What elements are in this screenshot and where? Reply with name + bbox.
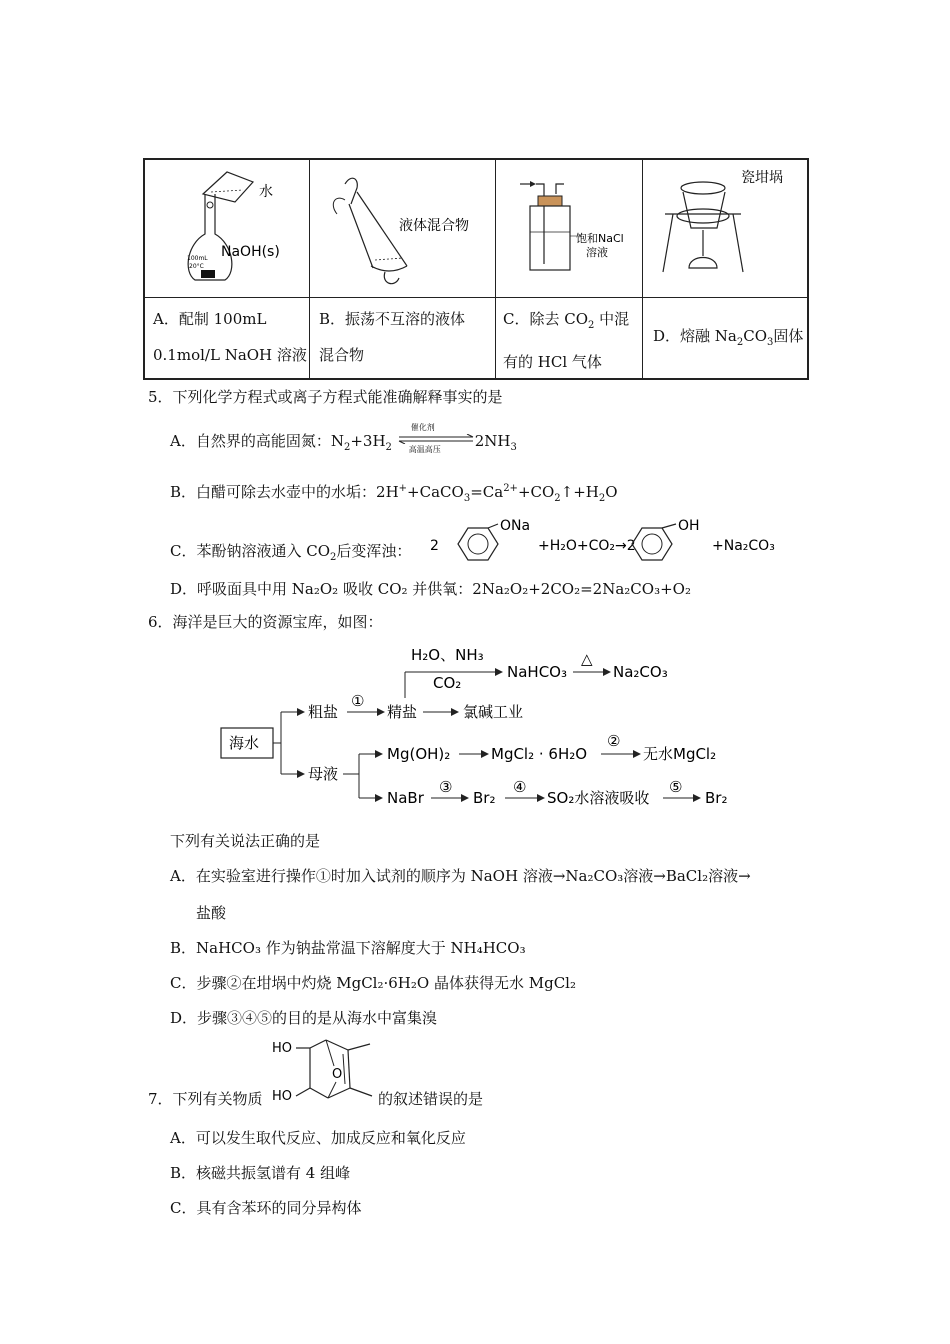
anhydrous-mgcl2-label: 无水MgCl₂ — [643, 745, 717, 763]
refined-salt-label: 精盐 — [387, 703, 418, 721]
seawater-flow-diagram — [215, 636, 755, 816]
reversible-arrow — [397, 423, 475, 454]
aromatic-circle-icon — [468, 534, 488, 554]
caption-line: 有的 HCl 气体 — [503, 353, 602, 371]
caption-line: 混合物 — [319, 346, 365, 364]
caption-sub: 3 — [767, 337, 774, 348]
q6-option-a-cont: 盐酸 — [196, 904, 227, 922]
q5-c-text: 后变浑浊： — [336, 542, 412, 560]
q5-c-text: C．苯酚钠溶液通入 CO — [170, 542, 331, 560]
table-divider — [642, 160, 643, 378]
option-a-caption — [153, 301, 307, 373]
chlor-alkali-label: 氯碱工业 — [463, 703, 524, 721]
mgoh2-label: Mg(OH)₂ — [387, 745, 451, 763]
crucible-diagram — [645, 164, 809, 294]
crude-salt-label: 粗盐 — [308, 703, 339, 721]
table-divider — [145, 297, 807, 298]
hydroxyl-label: HO — [272, 1041, 293, 1056]
q5-b-part: =Ca — [470, 483, 504, 501]
liquid-mixture-label: 液体混合物 — [399, 218, 469, 234]
q5-a-product: 2NH — [474, 432, 511, 450]
q5-option-c-text: C．苯酚钠溶液通入 $CO_2$后变浑浊： — [170, 542, 412, 563]
equilibrium-arrow-icon — [397, 434, 475, 444]
crucible-label: 瓷坩埚 — [741, 170, 783, 186]
q5-b-part: O — [605, 483, 618, 501]
q7-option-a: A．可以发生取代反应、加成反应和氧化反应 — [170, 1129, 466, 1147]
volumetric-flask-diagram — [165, 164, 305, 294]
heat-label: △ — [581, 650, 593, 668]
caption-part: 中混 — [594, 310, 630, 328]
caption-line: B．振荡不互溶的液体 — [319, 310, 466, 328]
q5-option-d: D．呼吸面具中用 Na₂O₂ 吸收 CO₂ 并供氧：2Na₂O₂+2CO₂=2Na₂CO₃+O₂ — [170, 580, 691, 598]
caption-line: 0.1mol/L NaOH 溶液 — [153, 346, 307, 364]
nacl-solution-label: 饱和NaCl — [576, 232, 624, 245]
option-d-caption — [653, 318, 803, 361]
q7-stem-pre: 7．下列有关物质 — [148, 1090, 263, 1108]
option-b-caption — [319, 301, 465, 373]
benzene-ring-icon — [458, 528, 498, 560]
nabr-label: NaBr — [387, 789, 424, 807]
oh-label: OH — [678, 518, 700, 534]
naoh-label: NaOH(s) — [221, 244, 280, 260]
condition-label: 高温高压 — [408, 445, 441, 454]
q6-option-d: D．步骤③④⑤的目的是从海水中富集溴 — [170, 1009, 438, 1027]
gas-washing-bottle-diagram — [500, 164, 640, 294]
caption-part: C．除去 CO — [503, 310, 589, 328]
flask-volume-label: 100mL — [187, 255, 208, 262]
caption-part: D．熔融 Na — [653, 327, 737, 345]
aromatic-circle-icon — [642, 534, 662, 554]
caption-part: 固体 — [773, 327, 804, 345]
caption-sub: 2 — [736, 337, 744, 348]
apparatus-table — [143, 158, 809, 380]
step-4-label: ④ — [513, 778, 527, 796]
step-3-label: ③ — [439, 778, 453, 796]
catalyst-label: 催化剂 — [410, 423, 435, 432]
q6-sub-stem: 下列有关说法正确的是 — [170, 832, 321, 850]
equation-middle: +H₂O+CO₂→2 — [538, 538, 636, 554]
step-2-label: ② — [607, 732, 621, 750]
table-divider — [495, 160, 496, 378]
q5-b-part: +CaCO — [407, 483, 464, 501]
coefficient: 2 — [430, 538, 439, 554]
q5-stem: 5．下列化学方程式或离子方程式能准确解释事实的是 — [148, 388, 503, 406]
caption-sub: 2 — [588, 320, 595, 331]
bicyclic-structure-diagram — [270, 1036, 376, 1108]
br2-final-label: Br₂ — [705, 789, 728, 807]
oxygen-bridge-label: O — [332, 1067, 343, 1082]
q5-option-a: A．自然界的高能固氮：$N_2+3H_2$ 催化剂 高温高压 $2NH_3$ — [170, 423, 517, 454]
ona-label: ONa — [500, 518, 531, 534]
q6-option-b: B．NaHCO₃ 作为钠盐常温下溶解度大于 NH₄HCO₃ — [170, 939, 526, 957]
br2-label: Br₂ — [473, 789, 496, 807]
step-1-label: ① — [351, 692, 365, 710]
q6-option-a: A．在实验室进行操作①时加入试剂的顺序为 NaOH 溶液→Na₂CO₃溶液→BaCl₂溶液→ — [170, 867, 751, 885]
phenoxide-equation-diagram — [428, 512, 788, 568]
equation-end: +Na₂CO₃ — [712, 538, 775, 554]
mother-liquor-label: 母液 — [308, 765, 339, 783]
nacl-solution-label-2: 溶液 — [586, 246, 608, 259]
flask-temp-label: 20°C — [189, 263, 204, 270]
water-label: 水 — [259, 184, 273, 200]
separatory-funnel-diagram — [315, 164, 493, 294]
seawater-label: 海水 — [229, 734, 260, 752]
q7-stem-post: 的叙述错误的是 — [378, 1090, 484, 1108]
mgcl2-hydrate-label: MgCl₂ · 6H₂O — [491, 745, 588, 763]
benzene-ring-icon — [632, 528, 672, 560]
hydroxyl-label: HO — [272, 1089, 293, 1104]
q5-option-b: B．白醋可除去水壶中的水垢：$2H^++CaCO_3=Ca^{2+}+CO_2↑+H_2O$ — [170, 483, 618, 504]
reagents-top-label: H₂O、NH₃ — [411, 646, 484, 664]
table-divider — [309, 160, 310, 378]
na2co3-label: Na₂CO₃ — [613, 663, 668, 681]
q6-stem: 6．海洋是巨大的资源宝库，如图： — [148, 613, 383, 631]
nahco3-label: NaHCO₃ — [507, 663, 567, 681]
caption-part: CO — [743, 327, 768, 345]
q6-option-c: C．步骤②在坩埚中灼烧 MgCl₂·6H₂O 晶体获得无水 MgCl₂ — [170, 974, 576, 992]
q7-option-b: B．核磁共振氢谱有 4 组峰 — [170, 1164, 351, 1182]
reagents-bottom-label: CO₂ — [433, 674, 462, 692]
caption-line: A．配制 100mL — [153, 310, 267, 328]
caption-line — [503, 301, 629, 344]
q5-b-text: B．白醋可除去水壶中的水垢：2H — [170, 483, 399, 501]
q5-a-text: A．自然界的高能固氮：N — [170, 432, 344, 450]
q7-option-c: C．具有含苯环的同分异构体 — [170, 1199, 362, 1217]
q5-b-part: +CO — [517, 483, 555, 501]
q5-b-part: ↑+H — [560, 483, 599, 501]
option-c-caption — [503, 301, 629, 380]
step-5-label: ⑤ — [669, 778, 683, 796]
so2-absorb-label: SO₂水溶液吸收 — [547, 789, 650, 807]
